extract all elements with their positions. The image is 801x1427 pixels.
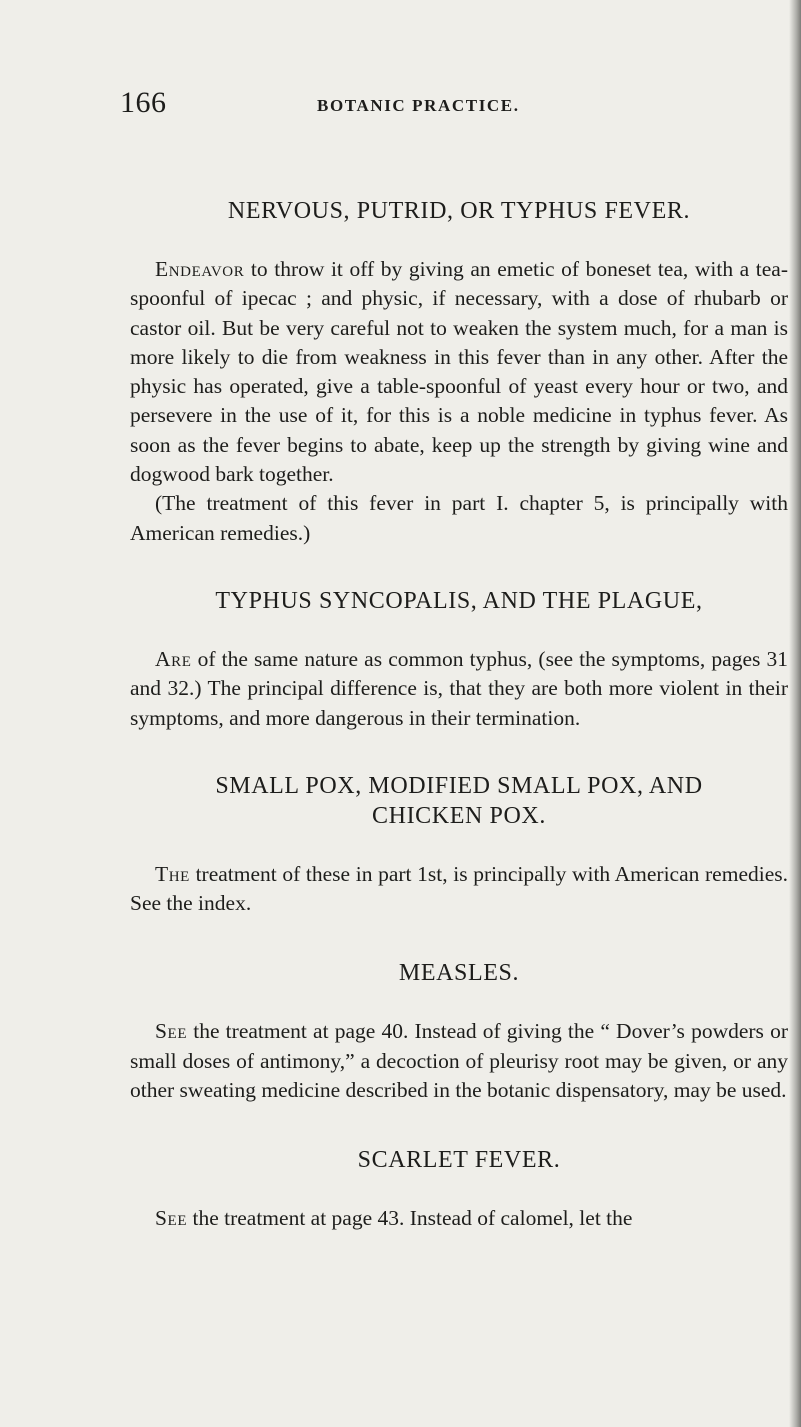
running-head: BOTANIC PRACTICE. bbox=[317, 96, 520, 115]
paragraph-lead-word: The bbox=[155, 861, 190, 886]
paragraph-typhus-treatment bbox=[130, 255, 788, 489]
paragraph-small-pox bbox=[130, 860, 788, 919]
paragraph-text: to throw it off by giving an emetic of boneset tea, with a tea-spoonful of ipecac ; and physic, if necessary, with a dose of rhubarb or castor oil. But be very careful not to weaken the system much, for a man is more likely to die from weakness in this fever than in any other. After the physic has operated, give a table-spoonful of yeast every hour or two, and persevere in the use of it, for this is a noble medicine in typhus fever. As soon as the fever begins to abate, keep up the strength by giving wine and dogwood bark together. bbox=[130, 257, 788, 487]
paragraph-lead-word: Are bbox=[155, 646, 192, 671]
paragraph-lead-word: See bbox=[155, 1206, 188, 1231]
heading-line-2: CHICKEN POX. bbox=[372, 802, 546, 829]
page-header bbox=[120, 86, 720, 126]
heading-line-1: SMALL POX, MODIFIED SMALL POX, AND bbox=[215, 772, 703, 799]
paragraph-lead-word: See bbox=[155, 1019, 188, 1044]
paragraph-lead-word: Endeavor bbox=[155, 257, 245, 281]
section-heading-small-pox bbox=[130, 771, 788, 831]
paragraph-text: the treatment at page 40. Instead of giving the “ Dover’s powders or small doses of antimony,” a decoction of pleurisy root may be given, or any other sweating medicine described in the botanic dispensatory, may be used. bbox=[130, 1019, 788, 1103]
paragraph-measles bbox=[130, 1017, 788, 1105]
paragraph-text: the treatment at page 43. Instead of calomel, let the bbox=[187, 1206, 633, 1231]
paragraph-text: of the same nature as common typhus, (see the symptoms, pages 31 and 32.) The principal difference is, that they are both more violent in their symptoms, and more dangerous in their termination. bbox=[130, 646, 788, 730]
section-heading-measles: MEASLES. bbox=[398, 960, 520, 987]
paragraph-text: treatment of these in part 1st, is principally with American remedies. See the index. bbox=[130, 861, 788, 916]
page-number: 166 bbox=[120, 86, 167, 119]
section-heading-typhus-syncopalis: TYPHUS SYNCOPALIS, AND THE PLAGUE, bbox=[215, 587, 703, 614]
paragraph-typhus-syncopalis bbox=[130, 645, 788, 733]
section-heading-typhus-fever: NERVOUS, PUTRID, OR TYPHUS FEVER. bbox=[227, 198, 691, 224]
paragraph-typhus-note: (The treatment of this fever in part I. chapter 5, is principally with American remedies.) bbox=[130, 491, 788, 545]
page-edge-shadow bbox=[789, 0, 801, 1427]
section-heading-scarlet-fever: SCARLET FEVER. bbox=[357, 1147, 561, 1174]
page-body bbox=[130, 196, 788, 1234]
paragraph-scarlet-fever bbox=[130, 1204, 788, 1233]
